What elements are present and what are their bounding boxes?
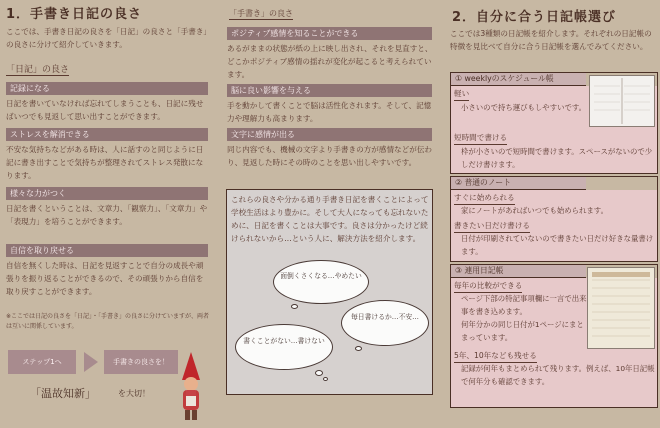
notebook-detail-1: 家にノートがあればいつでも始められます。 bbox=[461, 206, 609, 215]
multiyear-feature-2: 5年、10年なども残せる bbox=[454, 350, 537, 363]
footnote: ※ここでは日記の良さを「日記」・「手書き」の良さに分けていますが、両者は互いに関係しています。 bbox=[6, 313, 210, 330]
handwriting-merits-tag: 「手書き」の良さ bbox=[229, 9, 293, 18]
gnome-figure-icon bbox=[176, 350, 206, 424]
handwriting-merits-button[interactable]: 手書きの良さを！ bbox=[104, 350, 178, 374]
merit-body-4: 自信を無くした時は、日記を見返すことで自分の成長や頑張りを振り返ることができるので、その頑張りから自信を取り戻すことができます。 bbox=[6, 261, 204, 296]
panel-header-1: ① weeklyのスケジュール帳 bbox=[451, 73, 586, 86]
multiyear-feature-1: 毎年の比較ができる bbox=[454, 280, 522, 293]
notebook-detail-2: 日付が印刷されていないので書きたい日だけ好きな量書けます。 bbox=[461, 234, 654, 256]
panel-header-3: ③ 連用日記帳 bbox=[451, 265, 586, 278]
section1-heading: 1．手書き日記の良さ bbox=[6, 7, 143, 22]
thought-cloud-2: 書くことがない…書けない bbox=[235, 324, 333, 384]
merit-title-1: 記録になる bbox=[6, 82, 208, 95]
diary-merits-tag: 「日記」の良さ bbox=[6, 62, 69, 76]
panel-header-2: ② 普通のノート bbox=[451, 177, 586, 190]
step-1-button[interactable]: ステップ1へ bbox=[8, 350, 76, 374]
hand-body-1: あるがままの状態が紙の上に映し出され、それを見直すと、どこかポジティブ感情の揺れが変化が起こると考えられています。 bbox=[227, 44, 433, 79]
diary-option-multiyear bbox=[450, 264, 658, 408]
hand-title-3: 文字に感情が出る bbox=[227, 128, 432, 141]
section2-heading: 2．自分に合う日記帳選び bbox=[452, 10, 617, 25]
hand-body-2: 手を動かして書くことで脳は活性化されます。そして、記憶力や理解力も高まります。 bbox=[227, 101, 432, 123]
solutions-box bbox=[226, 189, 433, 395]
arrow-right-icon bbox=[84, 352, 98, 372]
notebook-feature-2: 書きたい日だけ書ける bbox=[454, 220, 530, 233]
merit-body-2: 不安な気持ちなどがある時は、人に話すのと同じように日記に書き出すことで気持ちが整理されてストレス発散になります。 bbox=[6, 145, 204, 180]
hand-body-3: 同じ内容でも、機械の文字より手書きの方が感情などが伝わり、見返した時にその時のことを思い出しやすいです。 bbox=[227, 145, 433, 167]
diary-option-weekly bbox=[450, 72, 658, 174]
section1-intro: ここでは、手書き日記の良さを「日記」の良さと「手書き」の良さに分けて紹介していきます。 bbox=[6, 27, 208, 49]
weekly-detail-2: 枠が小さいので短時間で書けます。スペースがないので少しだけ書けます。 bbox=[461, 147, 653, 169]
hand-title-2: 脳に良い影響を与える bbox=[227, 84, 432, 97]
diary-option-notebook bbox=[450, 176, 658, 262]
thought-cloud-3: 毎日書けるか…不安… bbox=[341, 300, 429, 354]
weekly-feature-2: 短時間で書ける bbox=[454, 132, 507, 145]
thought-cloud-1: 面倒くさくなる…やめたい bbox=[273, 260, 369, 312]
notebook-feature-1: すぐに始められる bbox=[454, 192, 515, 205]
merit-body-1: 日記を書いていなければ忘れてしまうことも、日記に残せばいつでも見返して思い出すことができます。 bbox=[6, 99, 204, 121]
merit-body-3: 日記を書くということは、文章力、「観察力」、「文章力」や「表現力」を培うことができます。 bbox=[6, 204, 208, 226]
multiyear-detail-3: 記録が何年もまとめられて残ります。例えば、10年日記帳で何年分も確認できます。 bbox=[461, 364, 655, 386]
section2-intro: ここでは3種類の日記帳を紹介します。それぞれの日記帳の特徴を見比べて自分に合う日記帳を選んでみてください。 bbox=[450, 29, 652, 51]
solutions-intro: これらの良さや分かる通り手書き日記を書くことによって学校生活はより豊かに。そして大人になっても忘れないために、日記を書くことは大事です。良さは分かったけど続けられないから…という人に、解決方法を紹介します。 bbox=[231, 195, 429, 243]
motto: 「温故知新」 bbox=[30, 387, 96, 400]
motto-suffix: を大切！ bbox=[118, 389, 150, 398]
multiyear-detail-2: 何年分かの同じ日付が1ページにまとまっています。 bbox=[461, 320, 584, 342]
merit-title-3: 様々な力がつく bbox=[6, 187, 208, 200]
weekly-planner-photo bbox=[589, 75, 655, 127]
hand-title-1: ポジティブ感情を知ることができる bbox=[227, 27, 432, 40]
weekly-feature-1: 軽い bbox=[454, 88, 469, 101]
multiyear-detail-1: ページ下部の特記事項欄に一言で出来事を書き込めます。 bbox=[461, 294, 587, 316]
merit-title-2: ストレスを解消できる bbox=[6, 128, 208, 141]
multiyear-diary-photo bbox=[587, 267, 655, 349]
merit-title-4: 自信を取り戻せる bbox=[6, 244, 208, 257]
weekly-detail-1: 小さいので持ち運びもしやすいです。 bbox=[461, 103, 587, 112]
